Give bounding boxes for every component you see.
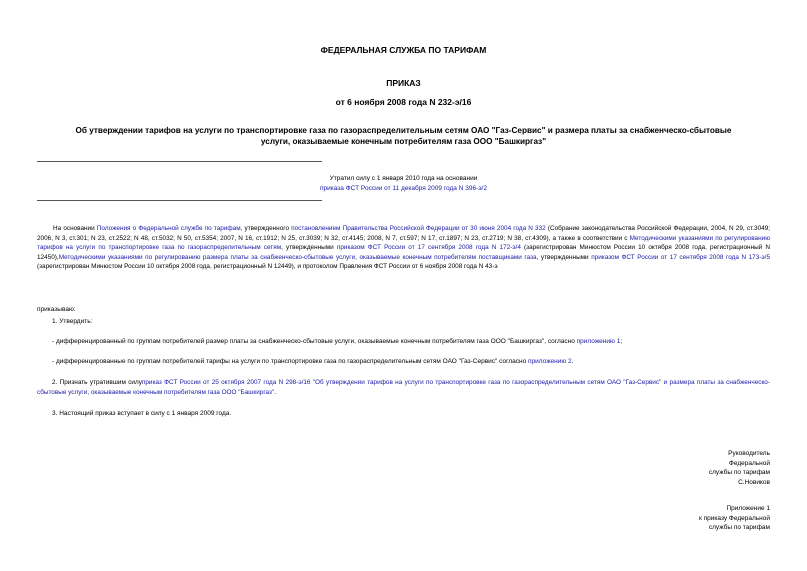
agency-heading: ФЕДЕРАЛЬНАЯ СЛУЖБА ПО ТАРИФАМ xyxy=(320,45,487,55)
government-decree-link[interactable]: постановлением Правительства Российской Федерации от 30 июня 2004 года N 332 xyxy=(291,225,546,232)
preamble-paragraph xyxy=(37,224,770,272)
signature-name: С.Новиков xyxy=(738,478,770,486)
doc-title-line1: Об утверждении тарифов на услуги по транспортировке газа по газораспределительным сетям ОАО "Газ-Сервис" и размера платы за снабженческо-сбытовые xyxy=(75,126,732,135)
item-2-end: . xyxy=(274,388,276,396)
preamble-text-4: , утвержденными xyxy=(281,244,337,252)
item-3: 3. Настоящий приказ вступает в силу с 1 января 2009 года. xyxy=(52,410,232,417)
repealed-order-link[interactable]: приказ ФСТ России от 25 октября 2007 года N 298-э/16 "Об утверждении тарифов на услуги по транспортировке газа по газораспределительным сетям ОАО "Газ-Сервис" и размера платы за снабженческо-сбытовые услуги, оказываемые конечным потребителям газа ООО "Башкиргаз" xyxy=(37,379,770,396)
preamble-text-6: , утвержденными xyxy=(536,253,592,261)
item-1: 1. Утвердить: xyxy=(52,318,93,325)
signature-org-2: службы по тарифам xyxy=(708,469,770,476)
doc-type-heading: ПРИКАЗ xyxy=(386,78,421,88)
divider-bottom xyxy=(37,200,322,201)
sub-item-1 xyxy=(52,337,770,347)
appendix-title: Приложение 1 xyxy=(726,505,770,512)
preamble-text-1: На основании xyxy=(53,225,97,232)
appendix-1-link[interactable]: приложению 1 xyxy=(576,338,621,345)
appendix-ref-1: к приказу Федеральной xyxy=(699,514,770,522)
appendix-heading xyxy=(570,504,770,533)
preamble-text-2: , утвержденного xyxy=(240,225,292,232)
sub-item-1-end: ; xyxy=(620,338,623,345)
preamble-text-3: (Собрание законодательства Российской Федерации, 2004, N 29, ст.3049; 2006, N 3, ст.301; N 23, ст.2522; N 48, ст.5032; N 50, ст.5354; 2007, N 16, ст.1912; N 25, ст.3039; N 32, ст.4145; 2008, N 7, ст.597; N 17, ст.1897; N 23, ст.2719; N 38, ст.4309), а также в соответствии с xyxy=(37,225,771,242)
order-173-link[interactable]: приказом ФСТ России от 17 сентября 2008 года N 173-э/5 xyxy=(591,253,770,261)
validity-link[interactable]: приказа ФСТ России от 11 декабря 2009 года N 396-э/2 xyxy=(320,185,487,192)
signature-title: Руководитель xyxy=(728,450,770,457)
appendix-ref-2: службы по тарифам xyxy=(708,524,770,531)
doc-title-line2: услуги, оказываемые конечным потребителям газа ООО "Башкиргаз" xyxy=(260,137,547,146)
divider-top xyxy=(37,161,322,162)
regulation-link[interactable]: Положения о Федеральной службе по тарифам xyxy=(96,225,241,232)
preamble-text-7: (зарегистрирован Минюстом России 10 октября 2008 года, регистрационный N 12449), и протоколом Правления ФСТ России от 6 ноября 2008 года N 43-э xyxy=(37,263,498,271)
item-2-text: 2. Признать утратившим силу xyxy=(52,379,142,386)
methodical-guidelines-fee-link[interactable]: Методическими указаниями по регулированию размера платы за снабженческо-сбытовые услуги, оказываемые конечным потребителям поставщиками газа xyxy=(58,253,537,261)
signature-org-1: Федеральной xyxy=(728,459,770,467)
doc-date-heading: от 6 ноября 2008 года N 232-э/16 xyxy=(335,97,472,107)
preamble-text-5: (зарегистрирован Минюстом России 10 октября 2008 года, регистрационный N 12450), xyxy=(37,244,771,261)
methodical-guidelines-tariffs-link[interactable]: Методическими указаниями по регулированию тарифов на услуги по транспортировке газа по газораспределительным сетям xyxy=(37,234,770,252)
sub-item-2 xyxy=(52,357,770,367)
appendix-2-link[interactable]: приложению 2 xyxy=(528,358,572,365)
signature-block xyxy=(570,449,770,487)
sub-item-2-end: . xyxy=(571,358,574,365)
item-2 xyxy=(37,378,770,397)
sub-item-1-text: - дифференцированный по группам потребителей размер платы за снабженческо-сбытовые услуги, оказываемые конечным потребителям газа ООО "Башкиргаз", согласно xyxy=(52,338,577,345)
sub-item-2-text: - дифференцированные по группам потребителей тарифы на услуги по транспортировке газа по газораспределительным сетям ОАО "Газ-Сервис" согласно xyxy=(52,358,529,365)
validity-note: Утратил силу с 1 января 2010 года на основании xyxy=(329,175,478,182)
order-172-link[interactable]: приказом ФСТ России от 17 сентября 2008 года N 172-э/4 xyxy=(336,244,521,252)
orders-label: приказываю: xyxy=(37,306,76,313)
